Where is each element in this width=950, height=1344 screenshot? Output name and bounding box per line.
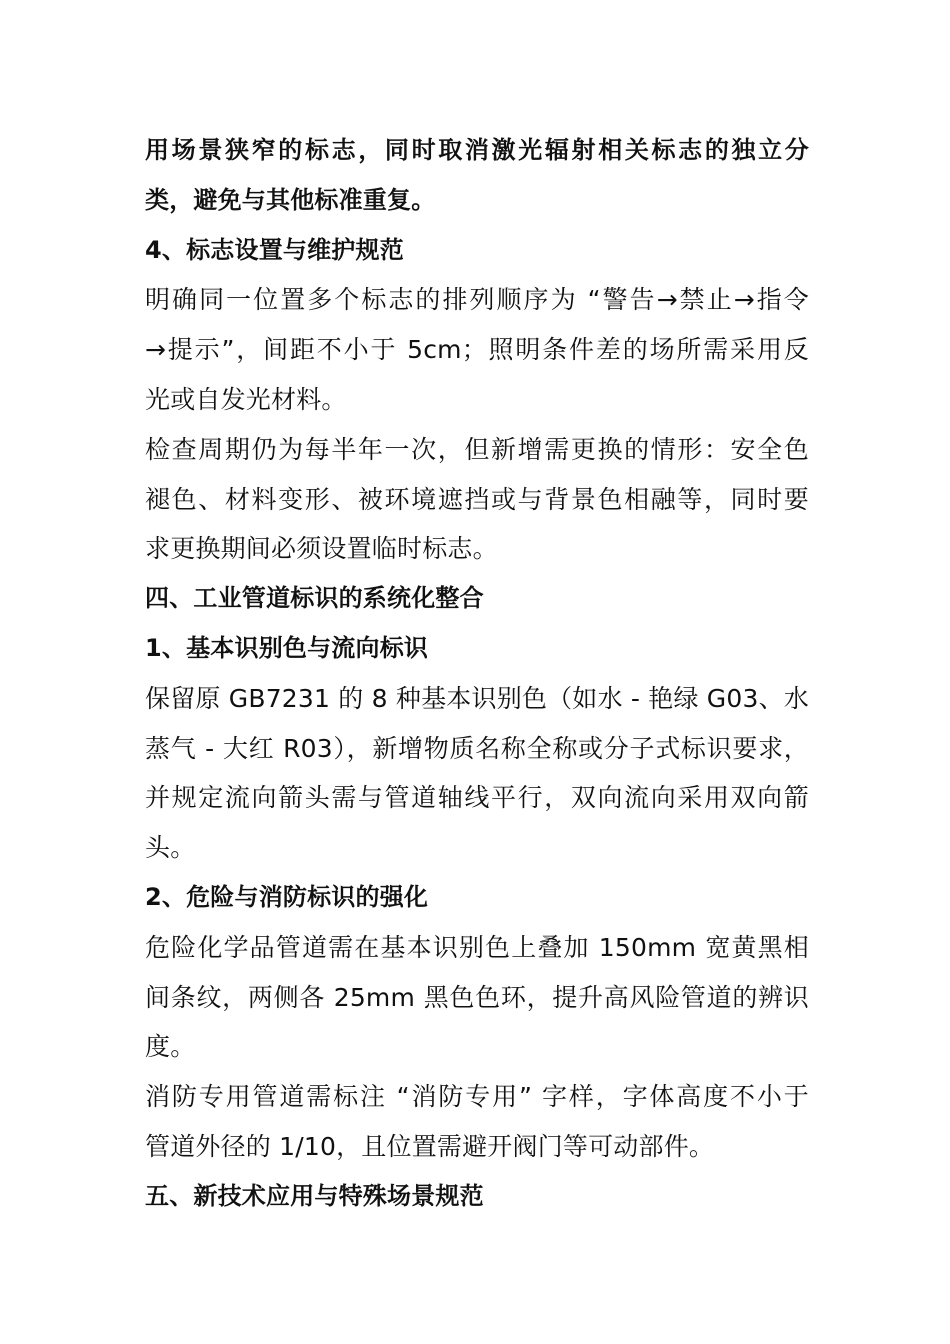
paragraph-line: 类，避免与其他标准重复。 xyxy=(145,185,436,214)
paragraph-line: 用场景狭窄的标志，同时取消激光辐射相关标志的独立分 xyxy=(145,136,809,164)
section-heading: 2、危险与消防标识的强化 xyxy=(145,882,429,911)
paragraph-line: 检查周期仍为每半年一次，但新增需更换的情形：安全色 xyxy=(145,434,809,464)
section-heading: 4、标志设置与维护规范 xyxy=(145,235,404,264)
paragraph-line: 间条纹，两侧各 25mm 黑色色环，提升高风险管道的辨识 xyxy=(145,982,809,1012)
paragraph-line: 保留原 GB7231 的 8 种基本识别色（如水 - 艳绿 G03、水 xyxy=(145,683,809,713)
paragraph-line: 光或自发光材料。 xyxy=(145,384,347,414)
paragraph-line: 褪色、材料变形、被环境遮挡或与背景色相融等，同时要 xyxy=(145,484,809,514)
document-page xyxy=(145,126,825,1222)
section-heading: 五、新技术应用与特殊场景规范 xyxy=(145,1181,484,1210)
section-heading: 1、基本识别色与流向标识 xyxy=(145,633,429,662)
paragraph-line: 管道外径的 1/10，且位置需避开阀门等可动部件。 xyxy=(145,1131,715,1161)
paragraph-line: 危险化学品管道需在基本识别色上叠加 150mm 宽黄黑相 xyxy=(145,932,809,962)
paragraph-line: 蒸气 - 大红 R03），新增物质名称全称或分子式标识要求， xyxy=(145,733,809,763)
paragraph-line: 消防专用管道需标注 “消防专用” 字样，字体高度不小于 xyxy=(145,1082,809,1112)
paragraph-line: 头。 xyxy=(145,833,196,863)
section-heading: 四、工业管道标识的系统化整合 xyxy=(145,584,484,613)
paragraph-line: →提示”，间距不小于 5cm；照明条件差的场所需采用反 xyxy=(145,335,809,365)
paragraph-line: 并规定流向箭头需与管道轴线平行，双向流向采用双向箭 xyxy=(145,783,809,813)
paragraph-line: 求更换期间必须设置临时标志。 xyxy=(145,534,498,564)
paragraph-line: 度。 xyxy=(145,1032,196,1062)
paragraph-line: 明确同一位置多个标志的排列顺序为 “警告→禁止→指令 xyxy=(145,285,809,315)
